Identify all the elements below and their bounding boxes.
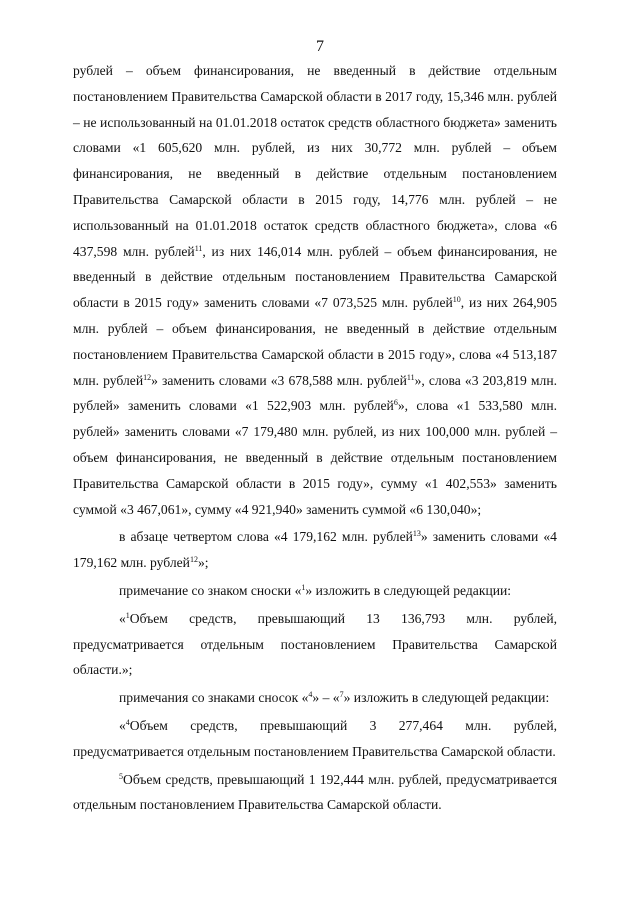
text-run: », слова «3 203,819 млн. рублей» заменить словами «1 522,903 млн. рублей [73, 372, 557, 414]
text-run: » изложить в следующей редакции: [343, 690, 550, 706]
paragraph-amendments [73, 58, 557, 522]
text-run: Объем средств, превышающий 1 192,444 млн. рублей, предусматривается отдельным постановлением Правительства Самарской области. [73, 771, 557, 813]
document-body [73, 58, 557, 818]
footnote-mark: 5 [119, 771, 123, 781]
text-run: « [119, 717, 126, 733]
text-run: « [119, 610, 126, 626]
text-run: в абзаце четвертом слова «4 179,162 млн. рублей [119, 529, 413, 545]
text-run: », слова «1 533,580 млн. рублей» заменить словами «7 179,480 млн. рублей, из них 100,000 млн. рублей – объем финансирования, не введенный в действие отдельным постановлением Правительства Самарской области в 2015 году», сумму «1 402,553» заменить суммой «3 467,061», сумму «4 921,940» заменить суммой «6 130,040»; [73, 398, 557, 517]
paragraph-notes-4-7 [73, 685, 557, 711]
footnote-mark: 12 [143, 372, 152, 382]
paragraph-fourth-abzac [73, 524, 557, 576]
text-run: примечание со знаком сноски « [119, 582, 302, 598]
footnote-mark: 7 [339, 690, 344, 700]
text-run: »; [197, 555, 209, 571]
text-run: , из них 264,905 млн. рублей – объем финансирования, не введенный в действие отдельным постановлением Правительства Самарской области в 2015 году», слова «4 513,187 млн. рублей [73, 295, 557, 388]
text-run: Объем средств, превышающий 3 277,464 млн. рублей, предусматривается отдельным постановлением Правительства Самарской области. [73, 717, 557, 759]
footnote-mark: 4 [308, 690, 313, 700]
text-run: примечания со знаками сносок « [119, 690, 309, 706]
paragraph-note-1-text [73, 606, 557, 683]
footnote-mark: 11 [406, 372, 415, 382]
footnote-mark: 1 [301, 582, 306, 592]
footnote-mark: 4 [125, 717, 130, 727]
footnote-mark: 10 [452, 295, 461, 305]
text-run: » изложить в следующей редакции: [305, 582, 512, 598]
text-run: » заменить словами «4 179,162 млн. рублей [73, 529, 557, 571]
footnote-mark: 11 [194, 243, 203, 253]
footnote-mark: 6 [393, 398, 398, 408]
footnote-mark: 13 [412, 529, 421, 539]
paragraph-note-4-text [73, 713, 557, 765]
page-number: 7 [316, 38, 324, 55]
paragraph-note-5-text [73, 767, 557, 819]
text-run: , из них 146,014 млн. рублей – объем финансирования, не введенный в действие отдельным постановлением Правительства Самарской области в 2015 году» заменить словами «7 073,525 млн. рублей [73, 243, 557, 311]
text-run: рублей – объем финансирования, не введенный в действие отдельным постановлением Правительства Самарской области в 2017 году, 15,346 млн. рублей – не использованный на 01.01.2018 остаток средств областного бюджета» заменить словами «1 605,620 млн. рублей, из них 30,772 млн. рублей – объем финансирования, не введенный в действие отдельным постановлением Правительства Самарской области в 2015 году, 14,776 млн. рублей – не использованный на 01.01.2018 остаток средств областного бюджета», слова «6 437,598 млн. рублей [73, 63, 557, 259]
footnote-mark: 12 [189, 555, 198, 565]
footnote-mark: 1 [125, 610, 130, 620]
paragraph-note-1 [73, 578, 557, 604]
text-run: » заменить словами «3 678,588 млн. рублей [151, 372, 407, 388]
text-run: » – « [312, 690, 340, 706]
text-run: Объем средств, превышающий 13 136,793 млн. рублей, предусматривается отдельным постановлением Правительства Самарской области.»; [73, 610, 557, 678]
